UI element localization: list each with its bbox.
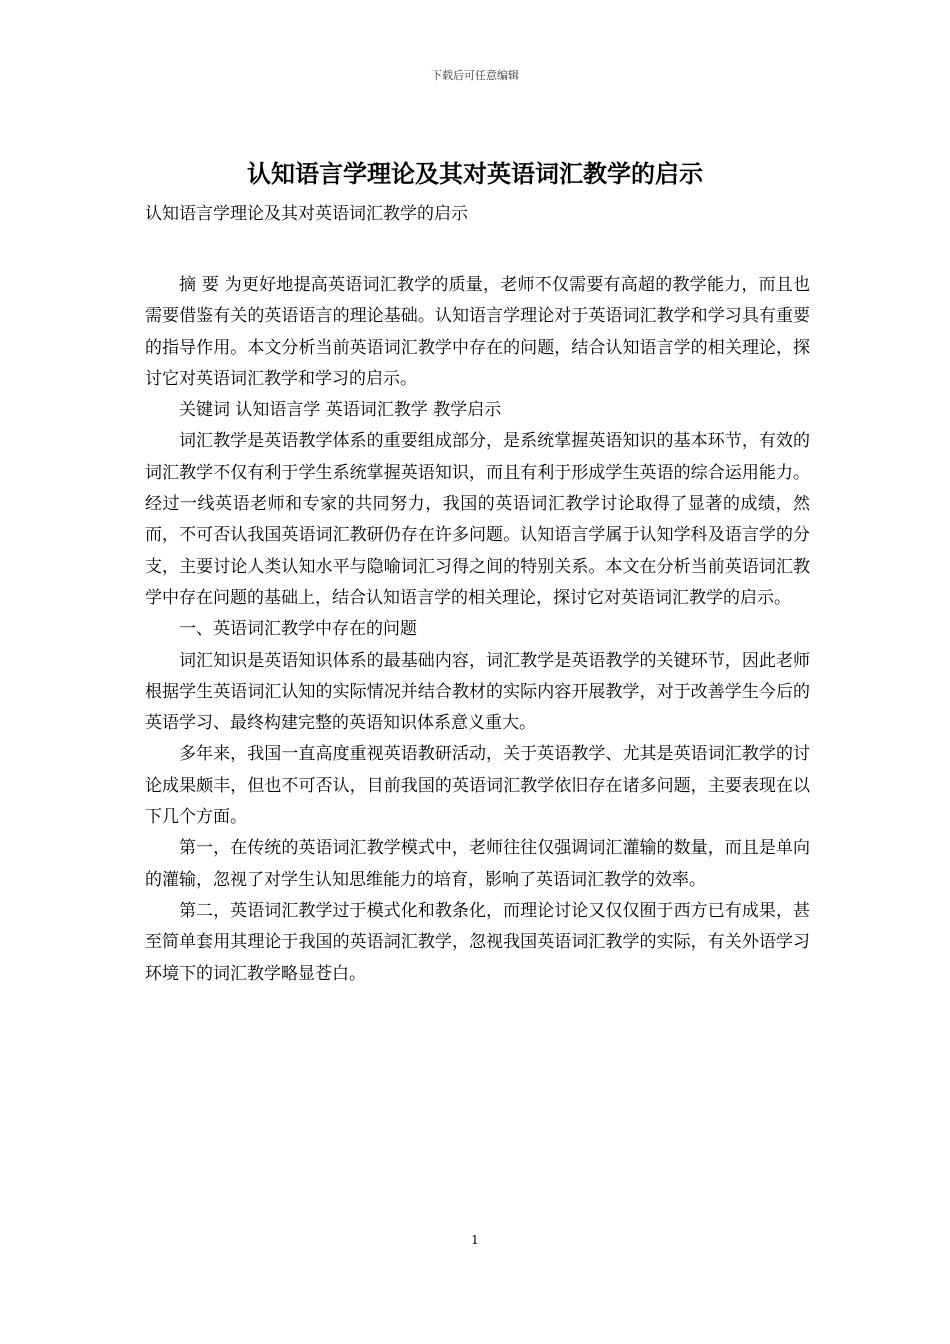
abstract-paragraph: 摘 要 为更好地提高英语词汇教学的质量，老师不仅需要有高超的教学能力，而且也需要借鉴有关的英语语言的理论基础。认知语言学理论对于英语词汇教学和学习具有重要的指导作用。本文分析当前英语词汇教学中存在的问题，结合认知语言学的相关理论，探讨它对英语词汇教学和学习的启示。 <box>145 275 810 389</box>
body-paragraph: 第一，在传统的英语词汇教学模式中，老师往往仅强调词汇灌输的数量，而且是单向的灌输，忽视了对学生认知思维能力的培育，影响了英语词汇教学的效率。 <box>145 838 810 890</box>
page-number: 1 <box>471 1233 479 1247</box>
document-body <box>145 270 810 990</box>
intro-paragraph: 词汇教学是英语教学体系的重要组成部分，是系统掌握英语知识的基本环节，有效的词汇教学不仅有利于学生系统掌握英语知识，而且有利于形成学生英语的综合运用能力。经过一线英语老师和专家的共同努力，我国的英语词汇教学讨论取得了显著的成绩，然而，不可否认我国英语词汇教研仍存在许多问题。认知语言学属于认知学科及语言学的分支，主要讨论人类认知水平与隐喻词汇习得之间的特别关系。本文在分析当前英语词汇教学中存在问题的基础上，结合认知语言学的相关理论，探讨它对英语词汇教学的启示。 <box>145 431 810 608</box>
section-heading: 一、英语词汇教学中存在的问题 <box>179 619 417 640</box>
document-subtitle: 认知语言学理论及其对英语词汇教学的启示 <box>145 204 468 224</box>
document-title: 认知语言学理论及其对英语词汇教学的启示 <box>247 159 703 188</box>
body-paragraph: 词汇知识是英语知识体系的最基础内容，词汇教学是英语教学的关键环节，因此老师根据学生英语词汇认知的实际情况并结合教材的实际内容开展教学，对于改善学生今后的英语学习、最终构建完整的英语知识体系意义重大。 <box>145 650 810 734</box>
keywords-paragraph: 关键词 认知语言学 英语词汇教学 教学启示 <box>179 400 502 421</box>
header-note: 下载后可任意编辑 <box>431 69 519 82</box>
body-paragraph: 第二，英语词汇教学过于模式化和教条化，而理论讨论又仅仅囿于西方已有成果，甚至简单套用其理论于我国的英语詞汇教学，忽视我国英语词汇教学的实际，有关外语学习环境下的词汇教学略显苍白。 <box>145 900 810 984</box>
body-paragraph: 多年来，我国一直高度重视英语教研活动，关于英语教学、尤其是英语词汇教学的讨论成果颇丰，但也不可否认，目前我国的英语词汇教学依旧存在诸多问题，主要表现在以下几个方面。 <box>145 744 810 828</box>
